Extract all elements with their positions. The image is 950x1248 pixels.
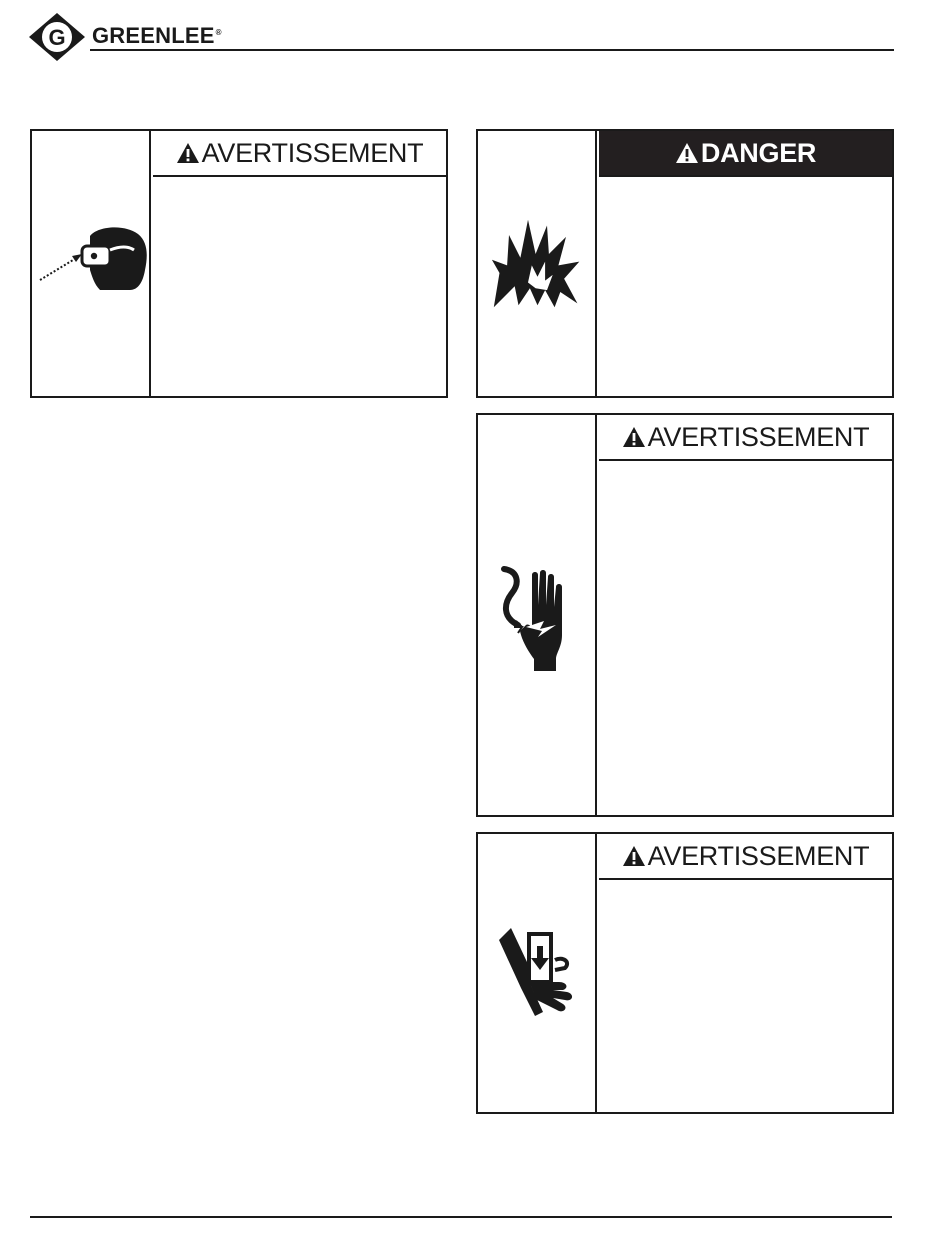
icon-column bbox=[478, 415, 597, 815]
footer-rule bbox=[30, 1216, 892, 1218]
signal-word: AVERTISSEMENT bbox=[201, 137, 424, 168]
brand-name bbox=[92, 23, 222, 49]
warning-triangle-icon bbox=[176, 142, 200, 164]
greenlee-logo-icon bbox=[28, 12, 86, 62]
warning-panel-crush-hazard bbox=[476, 832, 894, 1114]
explosion-icon bbox=[490, 216, 585, 311]
warning-triangle-icon bbox=[622, 845, 646, 867]
header-rule bbox=[90, 49, 894, 51]
icon-column bbox=[478, 131, 597, 396]
electric-shock-icon bbox=[498, 565, 578, 675]
icon-column bbox=[478, 834, 597, 1112]
eye-protection-icon bbox=[34, 224, 150, 304]
crush-hazard-icon bbox=[497, 926, 577, 1026]
icon-column bbox=[32, 131, 151, 396]
page-header bbox=[28, 12, 894, 64]
signal-word-header bbox=[599, 131, 892, 177]
warning-triangle-icon bbox=[622, 426, 646, 448]
signal-word-header bbox=[599, 415, 892, 461]
danger-panel-explosion bbox=[476, 129, 894, 398]
warning-panel-eye bbox=[30, 129, 448, 398]
signal-word: DANGER bbox=[700, 137, 817, 168]
brand-text: GREENLEE bbox=[92, 23, 215, 48]
signal-word: AVERTISSEMENT bbox=[647, 840, 870, 871]
warning-triangle-icon bbox=[675, 142, 699, 164]
registered-mark: ® bbox=[215, 28, 222, 37]
signal-word: AVERTISSEMENT bbox=[647, 421, 870, 452]
signal-word-header bbox=[153, 131, 446, 177]
warning-panel-electric-shock bbox=[476, 413, 894, 817]
logo-letter: G bbox=[48, 25, 66, 50]
signal-word-header bbox=[599, 834, 892, 880]
